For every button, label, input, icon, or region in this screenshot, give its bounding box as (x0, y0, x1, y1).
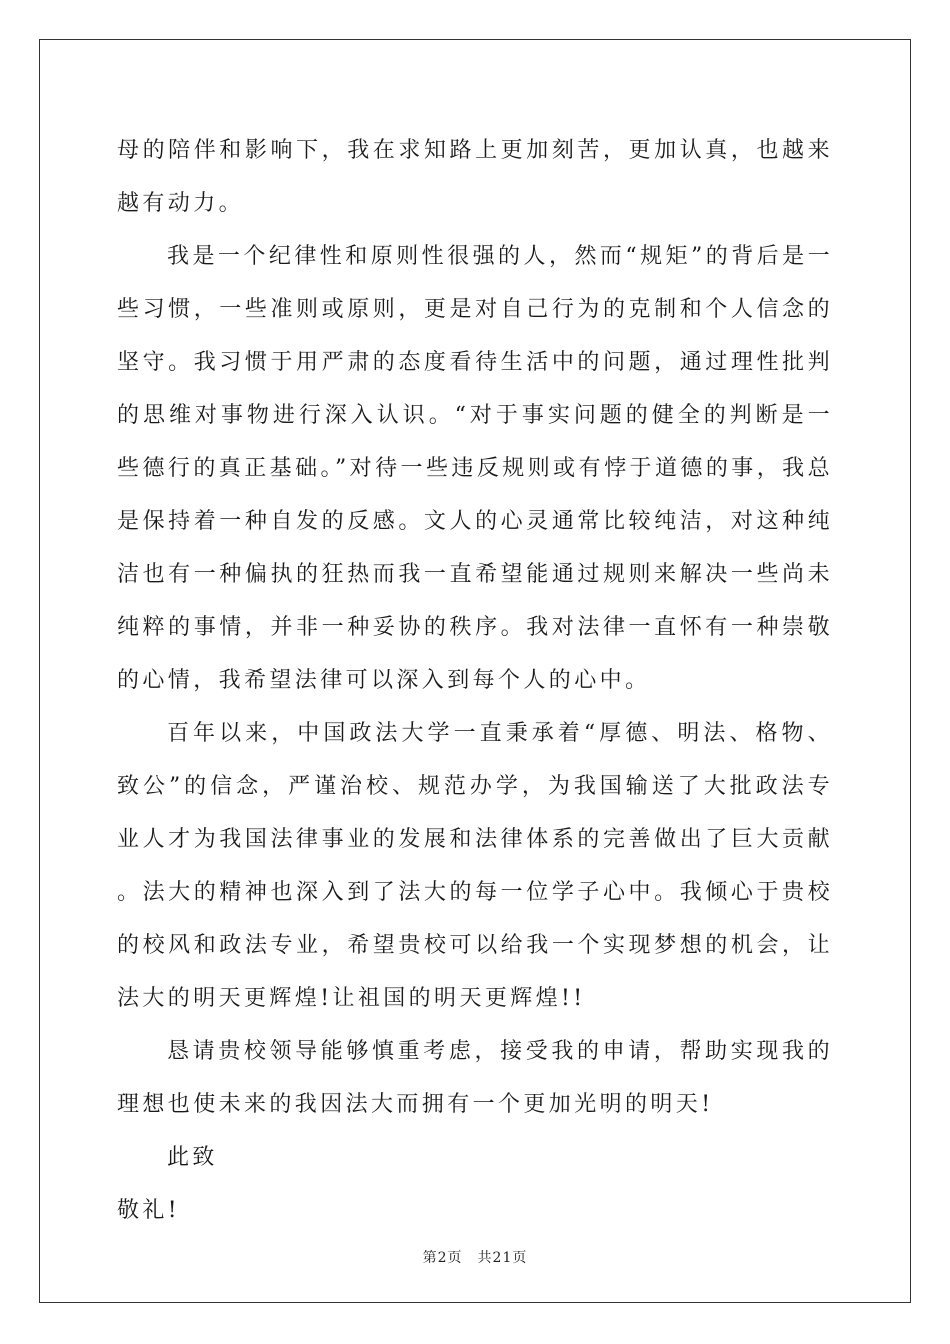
paragraph-4: 恳请贵校领导能够慎重考虑，接受我的申请，帮助实现我的理想也使未来的我因法大而拥有一个更加光明的明天! (117, 1039, 833, 1117)
paragraph-2: 我是一个纪律性和原则性很强的人，然而“规矩”的背后是一些习惯，一些准则或原则，更是对自己行为的克制和个人信念的坚守。我习惯于用严肃的态度看待生活中的问题，通过理性批判的思维对事物进行深入认识。“对于事实问题的健全的判断是一些德行的真正基础。”对待一些违反规则或有悖于道德的事，我总是保持着一种自发的反感。文人的心灵通常比较纯洁，对这种纯洁也有一种偏执的狂热而我一直希望能通过规则来解决一些尚未纯粹的事情，并非一种妥协的秩序。我对法律一直怀有一种崇敬的心情，我希望法律可以深入到每个人的心中。 (117, 244, 833, 693)
document-body (117, 124, 833, 1237)
closing-salutation: 此致 (167, 1145, 218, 1170)
paragraph-3: 百年以来，中国政法大学一直秉承着“厚德、明法、格物、致公”的信念，严谨治校、规范办学，为我国输送了大批政法专业人才为我国法律事业的发展和法律体系的完善做出了巨大贡献。法大的精神也深入到了法大的每一位学子心中。我倾心于贵校的校风和政法专业，希望贵校可以给我一个实现梦想的机会，让法大的明天更辉煌!让祖国的明天更辉煌!! (117, 721, 833, 1011)
page-number-footer: 第2页 共21页 (422, 1250, 528, 1266)
closing-regards: 敬礼! (117, 1198, 181, 1223)
paragraph-1: 母的陪伴和影响下，我在求知路上更加刻苦，更加认真，也越来越有动力。 (117, 138, 833, 216)
